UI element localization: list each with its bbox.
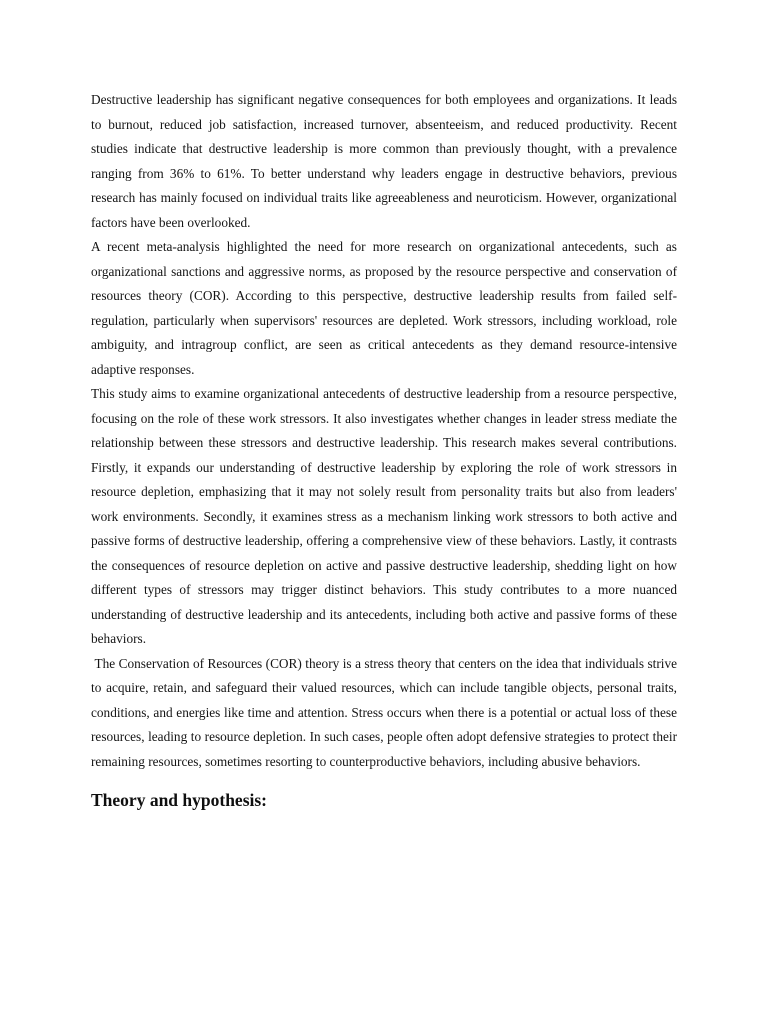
document-page xyxy=(91,88,681,812)
paragraph-meta-analysis: A recent meta-analysis highlighted the need for more research on organizational antecedents, such as organizational sanctions and aggressive norms, as proposed by the resource perspective and conservation of resources theory (COR). According to this perspective, destructive leadership results from failed self-regulation, particularly when supervisors' resources are depleted. Work stressors, including workload, role ambiguity, and intragroup conflict, are seen as critical antecedents as they demand resource-intensive adaptive responses. xyxy=(91,239,677,377)
paragraph-intro: Destructive leadership has significant negative consequences for both employees and organizations. It leads to burnout, reduced job satisfaction, increased turnover, absenteeism, and reduced productivity. Recent studies indicate that destructive leadership is more common than previously thought, with a prevalence ranging from 36% to 61%. To better understand why leaders engage in destructive behaviors, previous research has mainly focused on individual traits like agreeableness and neuroticism. However, organizational factors have been overlooked. xyxy=(91,92,677,230)
section-heading: Theory and hypothesis: xyxy=(91,790,268,810)
paragraph-cor-theory: The Conservation of Resources (COR) theory is a stress theory that centers on the idea that individuals strive to acquire, retain, and safeguard their valued resources, which can include tangible objects, personal traits, conditions, and energies like time and attention. Stress occurs when there is a potential or actual loss of these resources, leading to resource depletion. In such cases, people often adopt defensive strategies to protect their remaining resources, sometimes resorting to counterproductive behaviors, including abusive behaviors. xyxy=(91,655,681,769)
paragraph-study-aims: This study aims to examine organizational antecedents of destructive leadership from a resource perspective, focusing on the role of these work stressors. It also investigates whether changes in leader stress mediate the relationship between these stressors and destructive leadership. This research makes several contributions. Firstly, it expands our understanding of destructive leadership by exploring the role of work stressors in resource depletion, emphasizing that it may not solely result from personality traits but also from leaders' work environments. Secondly, it examines stress as a mechanism linking work stressors to both active and passive forms of destructive leadership, offering a comprehensive view of these behaviors. Lastly, it contrasts the consequences of resource depletion on active and passive destructive leadership, shedding light on how different types of stressors may trigger distinct behaviors. This study contributes to a more nuanced understanding of destructive leadership and its antecedents, including both active and passive forms of these behaviors. xyxy=(91,386,677,646)
